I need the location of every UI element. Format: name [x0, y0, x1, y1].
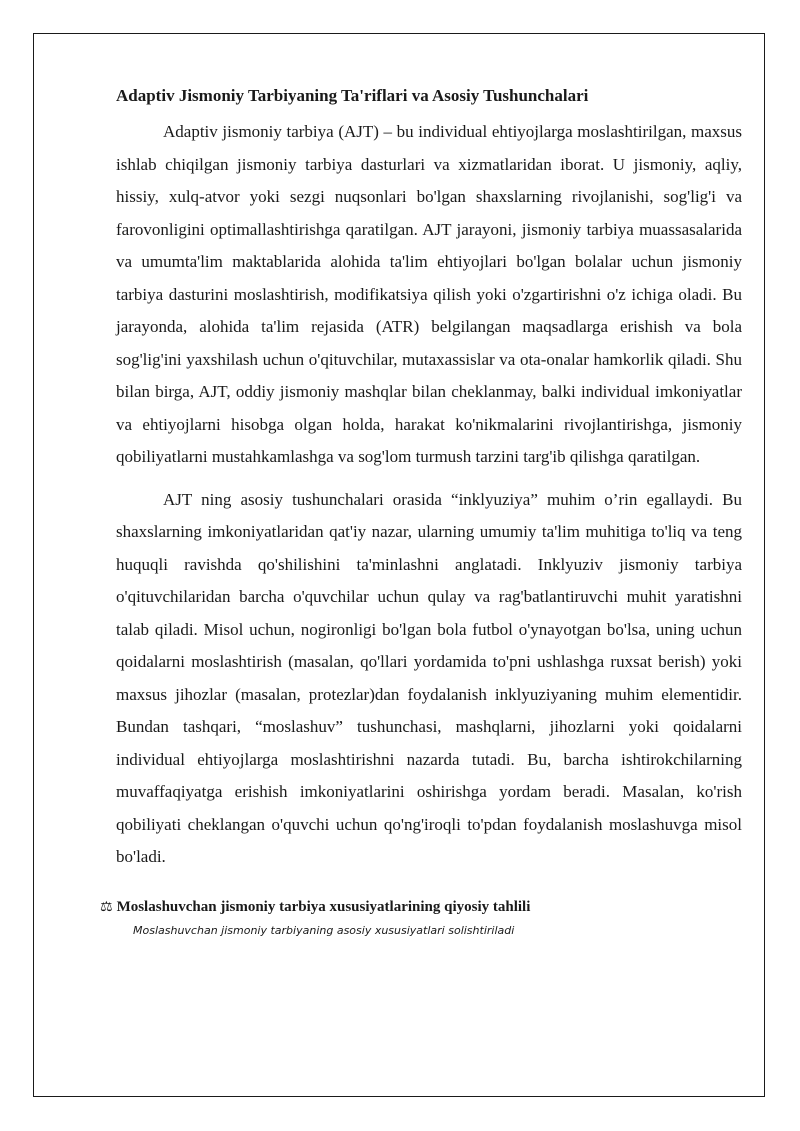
- paragraph-definition: Adaptiv jismoniy tarbiya (AJT) – bu individual ehtiyojlarga moslashtirilgan, maxsus ishlab chiqilgan jismoniy tarbiya dasturlari va xizmatlaridan iborat. U jismoniy, aqliy, hissiy, xulq-atvor yoki sezgi nuqsonlari bo'lgan shaxslarning rivojlanishi, sog'lig'i va farovonligini optimallashtirishga qaratilgan. AJT jarayoni, jismoniy tarbiya muassasalarida va umumta'lim maktablarida alohida ta'lim ehtiyojlari bo'lgan bolalar uchun jismoniy tarbiya dasturini moslashtirish, modifikatsiya qilish yoki o'zgartirishni o'z ichiga oladi. Bu jarayonda, alohida ta'lim rejasida (ATR) belgilangan maqsadlarga erishish va bola sog'lig'ini yaxshilash uchun o'qituvchilar, mutaxassislar va ota-onalar hamkorlik qiladi. Shu bilan birga, AJT, oddiy jismoniy mashqlar bilan cheklanmay, balki individual imkoniyatlar va ehtiyojlarni hisobga olgan holda, harakat ko'nikmalarini rivojlantirishga, jismoniy qobiliyatlarni mustahkamlashga va sog'lom turmush tarzini targ'ib qilishga qaratilgan.: [116, 122, 742, 466]
- section-heading-text: Moslashuvchan jismoniy tarbiya xususiyatlarining qiyosiy tahlili: [116, 898, 531, 915]
- paragraph-inclusion: AJT ning asosiy tushunchalari orasida “inklyuziya” muhim o’rin egallaydi. Bu shaxslarning imkoniyatlaridan qat'iy nazar, ularning umumiy ta'lim muhitiga to'liq va teng huquqli ravishda qo'shilishini ta'minlashni anglatadi. Inklyuziv jismoniy tarbiya o'qituvchilaridan barcha o'quvchilar uchun qulay va rag'batlantiruvchi muhit yaratishni talab qiladi. Misol uchun, nogironligi bo'lgan bola futbol o'ynayotgan bo'lsa, uning uchun qoidalarni moslashtirish (masalan, qo'llari yordamida to'pni ushlashga ruxsat berish) yoki maxsus jihozlar (masalan, protezlar)dan foydalanish inklyuziyaning muhim elementidir. Bundan tashqari, “moslashuv” tushunchasi, mashqlarni, jihozlarni yoki qoidalarni individual ehtiyojlarga moslashtirishni nazarda tutadi. Bu, barcha ishtirokchilarning muvaffaqiyatga erishish imkoniyatlarini oshirishga yordam beradi. Masalan, ko'rish qobiliyati cheklangan o'quvchi uchun qo'ng'iroqli to'pdan foydalanish moslashuvga misol bo'ladi.: [116, 489, 742, 866]
- section-subtitle: Moslashuvchan jismoniy tarbiyaning asosiy xususiyatlari solishtiriladi: [133, 923, 515, 937]
- section-heading: [100, 896, 742, 918]
- document-body: [100, 84, 742, 938]
- document-title: Adaptiv Jismoniy Tarbiyaning Ta'riflari va Asosiy Tushunchalari: [116, 86, 589, 105]
- scale-icon: ⚖: [100, 898, 113, 915]
